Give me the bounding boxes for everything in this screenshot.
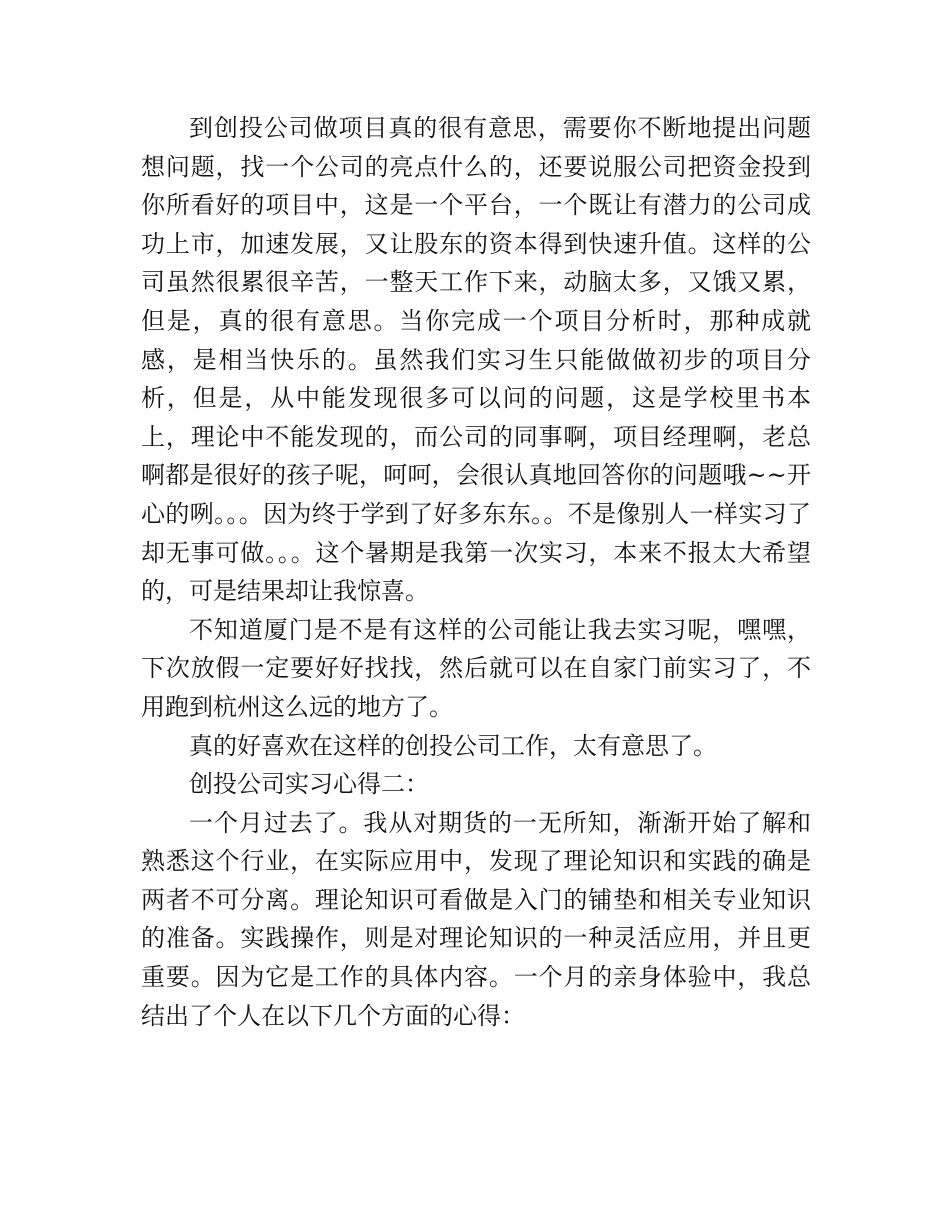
paragraph-1: 到创投公司做项目真的很有意思，需要你不断地提出问题想问题，找一个公司的亮点什么的，还要说服公司把资金投到你所看好的项目中，这是一个平台，一个既让有潜力的公司成功上市，加速发展，又让股东的资本得到快速升值。这样的公司虽然很累很辛苦，一整天工作下来，动脑太多，又饿又累，但是，真的很有意思。当你完成一个项目分析时，那种成就感，是相当快乐的。虽然我们实习生只能做做初步的项目分析，但是，从中能发现很多可以问的问题，这是学校里书本上，理论中不能发现的，而公司的同事啊，项目经理啊，老总啊都是很好的孩子呢，呵呵，会很认真地回答你的问题哦~~开心的咧。。。因为终于学到了好多东东。。不是像别人一样实习了却无事可做。。。这个暑期是我第一次实习，本来不报太大希望的，可是结果却让我惊喜。 <box>141 114 811 606</box>
document-body <box>141 109 811 1035</box>
paragraph-3: 真的好喜欢在这样的创投公司工作，太有意思了。 <box>189 731 717 760</box>
paragraph-4: 一个月过去了。我从对期货的一无所知，渐渐开始了解和熟悉这个行业，在实际应用中，发现了理论知识和实践的确是两者不可分离。理论知识可看做是入门的铺垫和相关专业知识的准备。实践操作，则是对理论知识的一种灵活应用，并且更重要。因为它是工作的具体内容。一个月的亲身体验中，我总结出了个人在以下几个方面的心得： <box>141 808 811 1030</box>
section-heading: 创投公司实习心得二： <box>189 770 429 799</box>
paragraph-2: 不知道厦门是不是有这样的公司能让我去实习呢，嘿嘿，下次放假一定要好好找找，然后就可以在自家门前实习了，不用跑到杭州这么远的地方了。 <box>141 615 811 721</box>
